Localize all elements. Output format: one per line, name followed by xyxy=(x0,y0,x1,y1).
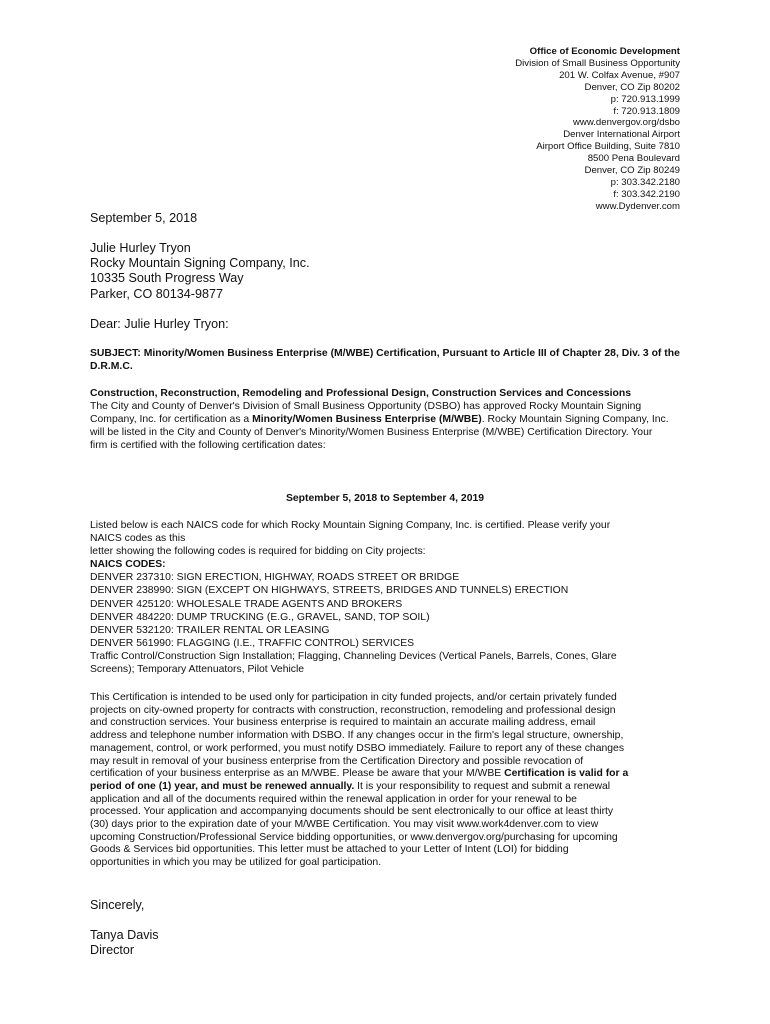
terms-text: certification of your business enterprise as an M/WBE. Please be aware that your M/WBE xyxy=(90,768,505,780)
validity-emphasis: Certification is valid for a xyxy=(504,768,629,780)
naics-code-item: DENVER 532120: TRAILER RENTAL OR LEASING xyxy=(90,624,330,636)
signer-name: Tanya Davis xyxy=(90,928,159,942)
certification-period: September 5, 2018 to September 4, 2019 xyxy=(285,493,485,504)
letterhead xyxy=(515,46,680,213)
terms-paragraph xyxy=(90,692,684,870)
letterhead-airport-website: www.Dydenver.com xyxy=(595,200,680,212)
section-text-emphasis: Minority/Women Business Enterprise (M/WBE) xyxy=(252,414,482,426)
naics-code-item: DENVER 561990: FLAGGING (I.E., TRAFFIC CONTROL) SERVICES xyxy=(90,637,415,649)
section-heading: Construction, Reconstruction, Remodeling and Professional Design, Construction Services and Concessions xyxy=(90,388,631,399)
naics-codes-label: NAICS CODES: xyxy=(90,559,166,571)
letterhead-airport-city: Denver, CO Zip 80249 xyxy=(584,165,680,177)
terms-line: and construction services. Your business enterprise is required to maintain an accurate mailing address, email xyxy=(90,717,596,729)
terms-line: This Certification is intended to be used only for participation in city funded projects, and/or certain privately funded xyxy=(90,692,617,703)
naics-note-line: Traffic Control/Construction Sign Installation; Flagging, Channeling Devices (Vertical Panels, Barrels, Cones, Glare xyxy=(90,650,617,662)
letterhead-division: Division of Small Business Opportunity xyxy=(515,57,680,69)
terms-line: projects on city-owned property for contracts with construction, reconstruction, remodeling and professional design xyxy=(90,704,616,716)
terms-line xyxy=(90,768,684,781)
terms-line: application and all of the documents required within the renewal application in order for your renewal to be xyxy=(90,793,577,805)
terms-line: Goods & Services bid opportunities. This letter must be attached to your Letter of Intent (LOI) for bidding xyxy=(90,844,569,856)
signer-title: Director xyxy=(90,943,135,958)
letterhead-office: Office of Economic Development xyxy=(529,46,680,57)
terms-line: opportunities in which you may be utilized for goal participation. xyxy=(90,857,382,869)
naics-code-item: DENVER 484220: DUMP TRUCKING (E.G., GRAVEL, SAND, TOP SOIL) xyxy=(90,611,430,623)
letterhead-phone: p: 720.913.1999 xyxy=(610,93,680,105)
recipient-block xyxy=(90,241,680,302)
validity-emphasis: period of one (1) year, and must be renewed annually. xyxy=(90,780,355,792)
terms-line: may result in removal of your business enterprise from the Certification Directory and possible revocation of xyxy=(90,755,584,767)
salutation: Dear: Julie Hurley Tryon: xyxy=(90,317,229,331)
letter-date: September 5, 2018 xyxy=(90,211,198,225)
letterhead-website: www.denvergov.org/dsbo xyxy=(572,117,680,129)
naics-note-line: Screens); Temporary Attenuators, Pilot Vehicle xyxy=(90,664,305,676)
naics-code-item: DENVER 238990: SIGN (EXCEPT ON HIGHWAYS, STREETS, BRIDGES AND TUNNELS) ERECTION xyxy=(90,585,569,597)
terms-line: processed. Your application and accompanying documents should be sent electronically to our office at least thirty xyxy=(90,806,614,818)
section-text-start: The City and County of Denver's Division of Small Business Opportunity (DSBO) has approved Rocky Mountain Signing Company, Inc. for certification as a xyxy=(90,401,642,426)
signature-block xyxy=(90,928,680,958)
letterhead-airport: Denver International Airport xyxy=(563,129,680,141)
recipient-company: Rocky Mountain Signing Company, Inc. xyxy=(90,256,310,271)
letterhead-address-line: 201 W. Colfax Avenue, #907 xyxy=(559,69,680,81)
naics-intro-line: Listed below is each NAICS code for which Rocky Mountain Signing Company, Inc. is certified. Please verify your xyxy=(90,520,611,531)
terms-line: (30) days prior to the expiration date of your M/WBE Certification. You may visit www.work4denver.com to view xyxy=(90,819,599,831)
letterhead-airport-building: Airport Office Building, Suite 7810 xyxy=(536,141,680,153)
terms-line: address and telephone number information with DSBO. If any changes occur in the firm's legal structure, ownership, xyxy=(90,730,624,742)
naics-section xyxy=(90,519,690,676)
letterhead-airport-fax: f: 303.342.2190 xyxy=(613,188,680,200)
recipient-city: Parker, CO 80134-9877 xyxy=(90,286,224,301)
naics-code-item: DENVER 237310: SIGN ERECTION, HIGHWAY, ROADS STREET OR BRIDGE xyxy=(90,572,460,584)
recipient-street: 10335 South Progress Way xyxy=(90,271,244,286)
section-text-end: . Rocky Mountain Signing Company, Inc. will be listed in the City and County of Denver's Minority/Women Business Enterprise (M/WBE) Certification Directory. Your firm is certified with the following certification dates: xyxy=(90,414,669,452)
naics-intro-line: NAICS codes as this xyxy=(90,533,186,545)
letterhead-airport-phone: p: 303.342.2180 xyxy=(610,176,680,188)
recipient-name: Julie Hurley Tryon xyxy=(90,241,191,255)
terms-line: management, control, or work performed, you must notify DSBO immediately. Failure to report any of these changes xyxy=(90,742,625,754)
terms-line: upcoming Construction/Professional Service bidding opportunities, or www.denvergov.org/purchasing for upcoming xyxy=(90,831,618,843)
certification-section xyxy=(90,387,670,452)
letterhead-airport-street: 8500 Pena Boulevard xyxy=(587,153,680,165)
closing: Sincerely, xyxy=(90,898,145,912)
naics-code-item: DENVER 425120: WHOLESALE TRADE AGENTS AND BROKERS xyxy=(90,598,403,610)
terms-text: It is your responsibility to request and submit a renewal xyxy=(354,780,611,792)
naics-intro-line: letter showing the following codes is required for bidding on City projects: xyxy=(90,546,426,558)
subject-line: SUBJECT: Minority/Women Business Enterprise (M/WBE) Certification, Pursuant to Article III of Chapter 28, Div. 3 of the D.R.M.C. xyxy=(90,348,680,372)
letterhead-city-line: Denver, CO Zip 80202 xyxy=(584,81,680,93)
letterhead-fax: f: 720.913.1809 xyxy=(613,105,680,117)
terms-line xyxy=(90,781,684,794)
